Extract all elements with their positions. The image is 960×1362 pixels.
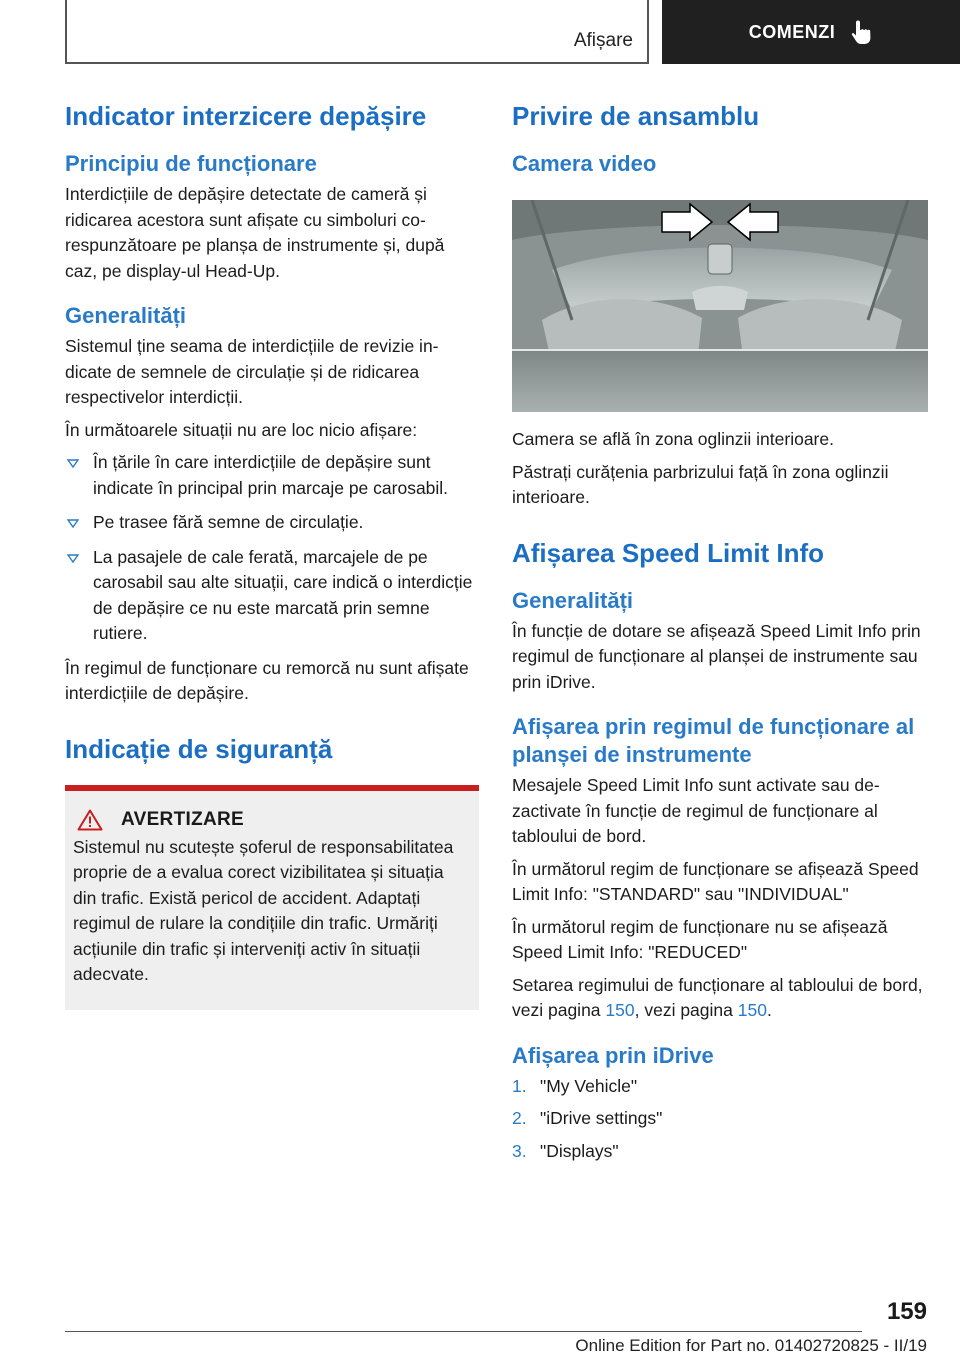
paragraph-general-1: Sistemul ține seama de interdicțiile de revizie indicate de semnele de circulație și de ridicarea respectivelor interdicții.: [65, 336, 439, 407]
list-item-text: Pe trasee fără semne de circulație.: [93, 512, 364, 532]
heading-camera: Camera video: [512, 151, 657, 176]
header-chapter-tab[interactable]: [662, 0, 960, 64]
header-chapter-label: COMENZI: [748, 21, 836, 42]
heading-overview: Privire de ansamblu: [512, 101, 760, 131]
step-text: "iDrive settings": [540, 1108, 663, 1128]
warning-text: Sistemul nu scutește șoferul de responsabilitatea proprie de a evalua corect vizibilitatea și situația din trafic. Există pericol de accident. Adaptați regimul de rulare la condițiile din trafic. Urmăriți acțiunile din trafic și interveniți activ în situații adecvate.: [73, 836, 454, 984]
triangle-bullet-icon: [67, 459, 79, 468]
header-section-title: Afișare: [573, 30, 633, 51]
list-item-text: La pasajele de cale ferată, marcajele de pe carosabil sau alte situații, care indică o interdicție de depășire ce nu este marcată prin semne rutiere.: [93, 546, 473, 643]
step-text: "My Vehicle": [540, 1075, 638, 1096]
heading-safety: Indicație de siguranță: [65, 733, 333, 764]
step-text: "Displays": [540, 1140, 619, 1161]
list-item: [65, 545, 479, 647]
triangle-bullet-icon: [67, 554, 79, 563]
text-fragment: Setarea regimului de funcționare al tabloului de bord, vezi pagina: [512, 974, 923, 1020]
pointing-hand-icon: [849, 19, 873, 45]
step-number: 2.: [512, 1108, 527, 1128]
page-link-150-a[interactable]: 150: [605, 1000, 635, 1020]
paragraph-camera-2: Păstrați curățenia parbrizului față în zona oglinzii interioare.: [512, 461, 889, 507]
page-number: 159: [886, 1298, 927, 1325]
warning-triangle-icon: [77, 809, 103, 831]
paragraph-general-2: În următoarele situații nu are loc nicio afișare:: [65, 419, 418, 440]
list-item: [512, 1139, 928, 1165]
paragraph-display-mode-2: În următorul regim de funcționare se afișează Speed Limit Info: "STANDARD" sau "INDIVIDUAL": [512, 858, 919, 904]
footer-divider: [65, 1331, 862, 1332]
list-item: [65, 450, 479, 501]
header-section-box: [65, 0, 649, 64]
idrive-steps: [512, 1074, 928, 1165]
paragraph-trailer: În regimul de funcționare cu remorcă nu sunt afișate interdicțiile de depășire.: [65, 657, 469, 703]
heading-display-mode: Afișarea prin regimul de funcționare al planșei de instrumente: [512, 714, 915, 767]
paragraph-principle: Interdicțiile de depășire detectate de cameră și ridicarea acestora sunt afișate cu simboluri corespunzătoare pe planșa de instrumente și, după caz, pe display-ul Head-Up.: [65, 184, 445, 281]
paragraph-display-mode-3: În următorul regim de funcționare nu se afișează Speed Limit Info: "REDUCED": [512, 916, 888, 962]
list-item: [512, 1074, 928, 1100]
text-fragment: , vezi pagina: [634, 1000, 738, 1020]
paragraph-display-mode-1: Mesajele Speed Limit Info sunt activate sau dezactivate în funcție de regimul de funcționare al tabloului de bord.: [512, 775, 880, 846]
paragraph-display-mode-4: [512, 973, 928, 1024]
step-number: 3.: [512, 1140, 527, 1161]
heading-idrive: Afișarea prin iDrive: [512, 1042, 714, 1068]
heading-principle: Principiu de funcționare: [65, 151, 317, 176]
warning-header: [77, 809, 471, 831]
text-fragment: .: [766, 1000, 772, 1020]
heading-overtaking-indicator: Indicator interzicere depășire: [65, 101, 427, 131]
camera-location-illustration: [512, 200, 928, 412]
triangle-bullet-icon: [67, 519, 79, 528]
right-column: [512, 100, 928, 1171]
step-number: 1.: [512, 1075, 527, 1096]
situations-list: [65, 450, 479, 647]
footer-edition: Online Edition for Part no. 01402720825 - II/19: [575, 1336, 927, 1355]
page-link-150-b[interactable]: 150: [737, 1000, 767, 1020]
warning-box: [65, 785, 479, 1010]
left-column: [65, 100, 479, 1010]
list-item: [65, 510, 479, 536]
paragraph-sli-general: În funcție de dotare se afișează Speed Limit Info prin regimul de funcționare al planșei de instrumente sau prin iDrive.: [512, 620, 921, 692]
heading-speed-limit-info: Afișarea Speed Limit Info: [512, 537, 825, 568]
heading-general-left: Generalități: [65, 303, 187, 328]
paragraph-camera-1: Camera se află în zona oglinzii interioare.: [512, 429, 834, 449]
list-item-text: În țările în care interdicțiile de depășire sunt indicate în principal prin marcaje pe carosabil.: [93, 452, 449, 498]
list-item: [512, 1106, 928, 1132]
heading-general-right: Generalități: [512, 587, 634, 613]
warning-title: AVERTIZARE: [121, 808, 244, 830]
